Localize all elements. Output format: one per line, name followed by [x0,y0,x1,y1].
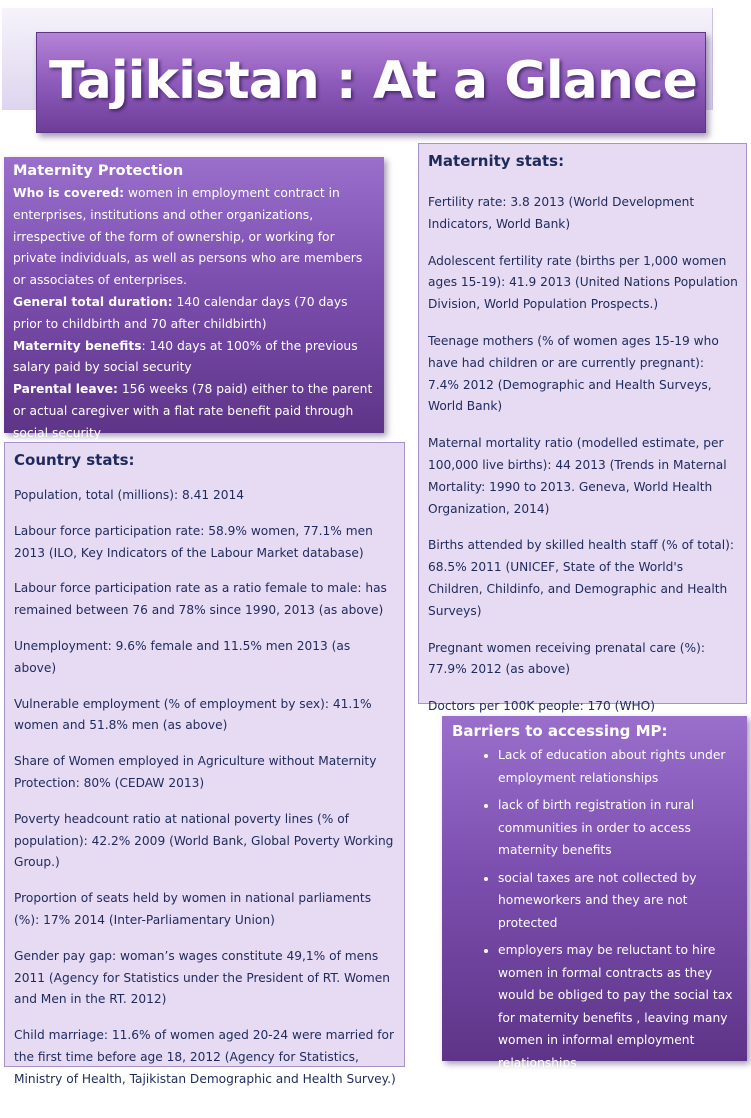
maternity-stat-item: Fertility rate: 3.8 2013 (World Development Indicators, World Bank) [428,195,695,231]
mp-parental-leave [13,379,376,444]
maternity-stat-item: Maternal mortality ratio (modelled estimate, per 100,000 live births): 44 2013 (Trends in Maternal Mortality: 1990 to 2013. Geneva, World Health Organization, 2014) [428,436,727,516]
barrier-item: • employers may be reluctant to hire women in formal contracts as they would be obliged to pay the social tax for maternity benefits , leaving many women in informal employment relationships [498,939,739,1074]
title-banner [36,32,706,133]
barrier-item: • social taxes are not collected by homeworkers and they are not protected [498,867,739,935]
mp-total-duration-text: 140 calendar days (70 days prior to childbirth and 70 after childbirth) [13,294,348,331]
country-stat-item: Labour force participation rate: 58.9% women, 77.1% men 2013 (ILO, Key Indicators of the Labour Market database) [14,523,373,560]
maternity-stat-item: Teenage mothers (% of women ages 15-19 who have had children or are currently pregnant): 7.4% 2012 (Demographic and Health Surveys, World Bank) [428,333,719,414]
maternity-stat-item: Doctors per 100K people: 170 (WHO) [428,699,656,714]
country-stat-item: Child marriage: 11.6% of women aged 20-24 were married for the first time before age 18, 2012 (Agency for Statistics, Ministry of Health, Tajikistan Demographic and Health Survey.) [14,1028,396,1086]
barrier-item: • lack of birth registration in rural communities in order to access maternity benefits [498,794,739,862]
mp-parental-leave-text: 156 weeks (78 paid) either to the parent or actual caregiver with a flat rate benefit paid through social security [13,382,373,440]
country-stat-item: Population, total (millions): 8.41 2014 [14,488,244,502]
maternity-stats-box [418,143,747,714]
mp-parental-leave-label: Parental leave: [13,382,118,397]
barriers-heading: Barriers to accessing MP: [452,722,668,740]
maternity-stats-heading: Maternity stats: [428,152,565,170]
maternity-stat-item: Births attended by skilled health staff (% of total): 68.5% 2011 (UNICEF, State of the World's Children, Childinfo, and Demographic and Health Surveys) [428,538,734,618]
mp-total-duration [13,292,376,336]
country-stat-item: Gender pay gap: woman’s wages constitute 49,1% of mens 2011 (Agency for Statistics under the President of RT. Women and Men in the RT. 2012) [14,948,390,1007]
maternity-stat-item: Adolescent fertility rate (births per 1,000 women ages 15-19): 41.9 2013 (United Nations Population Division, World Population Prospects.) [428,253,738,312]
country-stat-item: Unemployment: 9.6% female and 11.5% men 2013 (as above) [14,638,351,675]
country-stat-item: Labour force participation rate as a ratio female to male: has remained between 76 and 78% since 1990, 2013 (as above) [14,581,387,618]
barriers-box [442,716,747,1118]
barriers-list [452,744,739,1074]
country-stat-item: Vulnerable employment (% of employment by sex): 41.1% women and 51.8% men (as above) [14,696,372,733]
country-stat-item: Poverty headcount ratio at national poverty lines (% of population): 42.2% 2009 (World Bank, Global Poverty Working Group.) [14,811,394,870]
maternity-protection-heading: Maternity Protection [13,163,184,179]
mp-who-covered-text: women in employment contract in enterprises, institutions and other organizations, irrespective of the form of ownership, or working for private individuals, as well as persons who are members or associates of enterprises. [13,186,363,288]
mp-benefits-text: : 140 days at 100% of the previous salary paid by social security [13,338,358,375]
country-stat-item: Share of Women employed in Agriculture without Maternity Protection: 80% (CEDAW 2013) [14,754,377,790]
maternity-protection-box [4,157,384,440]
maternity-stat-item: Pregnant women receiving prenatal care (%): 77.9% 2012 (as above) [428,640,705,677]
mp-who-covered-label: Who is covered: [13,186,125,200]
country-stats-heading: Country stats: [14,451,135,469]
barrier-item: • Lack of education about rights under employment relationships [498,744,739,789]
solutions-heading: Solutions: [452,1100,538,1118]
mp-who-covered [13,183,376,292]
mp-benefits-label: Maternity benefits [13,338,142,353]
mp-total-duration-label: General total duration: [13,294,173,309]
country-stats-box [4,442,405,1086]
mp-benefits [13,336,376,380]
country-stat-item: Proportion of seats held by women in national parliaments (%): 17% 2014 (Inter-Parliamentary Union) [14,891,372,927]
page-title: Tajikistan : At a Glance [49,51,697,111]
